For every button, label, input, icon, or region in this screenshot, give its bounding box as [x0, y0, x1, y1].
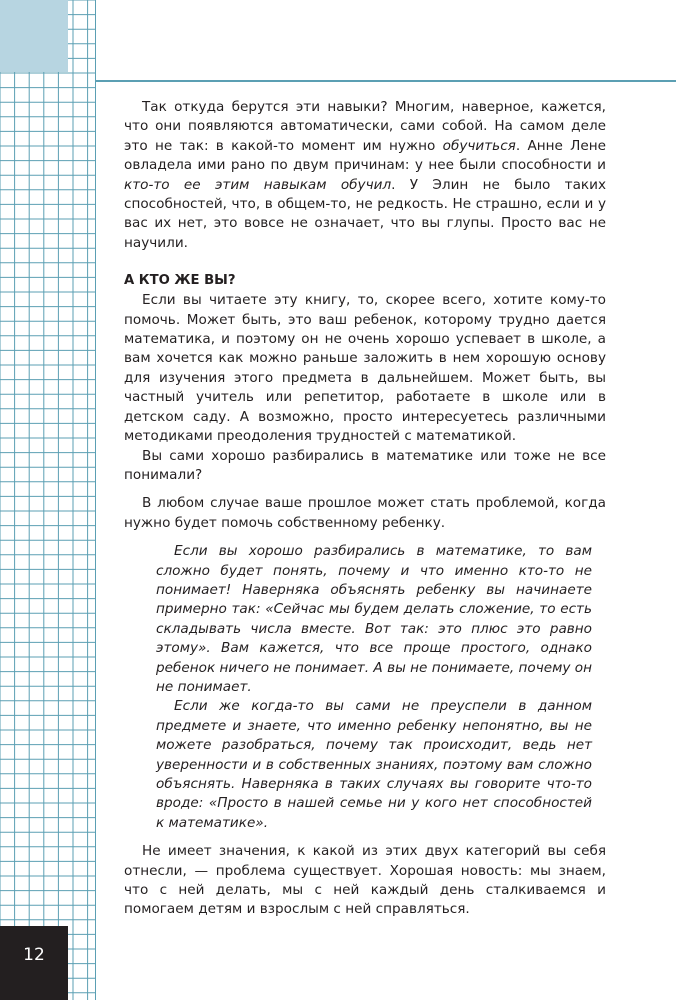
- paragraph-2: Если вы читаете эту книгу, то, скорее всего, хотите кому-то помочь. Может быть, это ваш ребенок, которому трудно дается математика, и поэтому он не очень хорошо успевает в школе, а вам хочется как можно раньше заложить в нем хорошую основу для изучения этого предмета в дальнейшем. Может быть, вы частный учитель или репетитор, работаете в школе или в детском саду. А возможно, просто интересуетесь различными методиками преодоления трудностей с математикой.: [124, 292, 606, 445]
- page-number: 12: [23, 945, 45, 965]
- paragraph-5: Не имеет значения, к какой из этих двух категорий вы себя отнесли, — проблема существует. Хорошая новость: мы знаем, что с ней делать, мы с ней каждый день сталкиваемся и помогаем детям и взрослым с ней справляться.: [124, 843, 606, 918]
- corner-color-tab: [0, 0, 68, 72]
- paragraph-1: Так откуда берутся эти навыки? Многим, наверное, кажется, что они появляются автоматически, сами собой. На самом деле это не так: в какой-то момент им нужно обучиться. Анне Лене овладела ими рано по двум причинам: у нее были способности и кто-то ее этим навыкам обучил. У Элин не было таких способностей, что, в общем-то, не редкость. Не страшно, если и у вас их нет, это вовсе не означает, что вы глупы. Просто вас не научили.: [124, 99, 607, 251]
- section-heading: А КТО ЖЕ ВЫ?: [124, 273, 236, 289]
- italic-quote-block: [156, 542, 592, 833]
- quote-paragraph-2: Если же когда-то вы сами не преуспели в данном предмете и знаете, что именно ребенку непонятно, вы не можете разобраться, почему так происходит, ведь нет уверенности и в собственных знаниях, поэтому вам сложно объяснять. Наверняка в таких случаях вы говорите что-то вроде: «Просто в нашей семье ни у кого нет способностей к математике».: [156, 698, 592, 831]
- header-rule: [96, 80, 676, 82]
- quote-paragraph-1: Если вы хорошо разбирались в математике, то вам сложно будет понять, почему и что именно кто-то не понимает! Наверняка объяснять ребенку вы начинаете примерно так: «Сейчас мы будем делать сложение, то есть складывать числа вместе. Вот так: это плюс это равно этому». Вам кажется, что все проще простого, однако ребенок ничего не понимает. А вы не понимаете, почему он не понимает.: [156, 543, 592, 695]
- paragraph-4: В любом случае ваше прошлое может стать проблемой, когда нужно будет помочь собственному ребенку.: [124, 495, 606, 531]
- paragraph-3: Вы сами хорошо разбирались в математике или тоже не все понимали?: [124, 447, 606, 483]
- body-text: [124, 98, 606, 920]
- graph-paper-margin: [0, 0, 96, 1000]
